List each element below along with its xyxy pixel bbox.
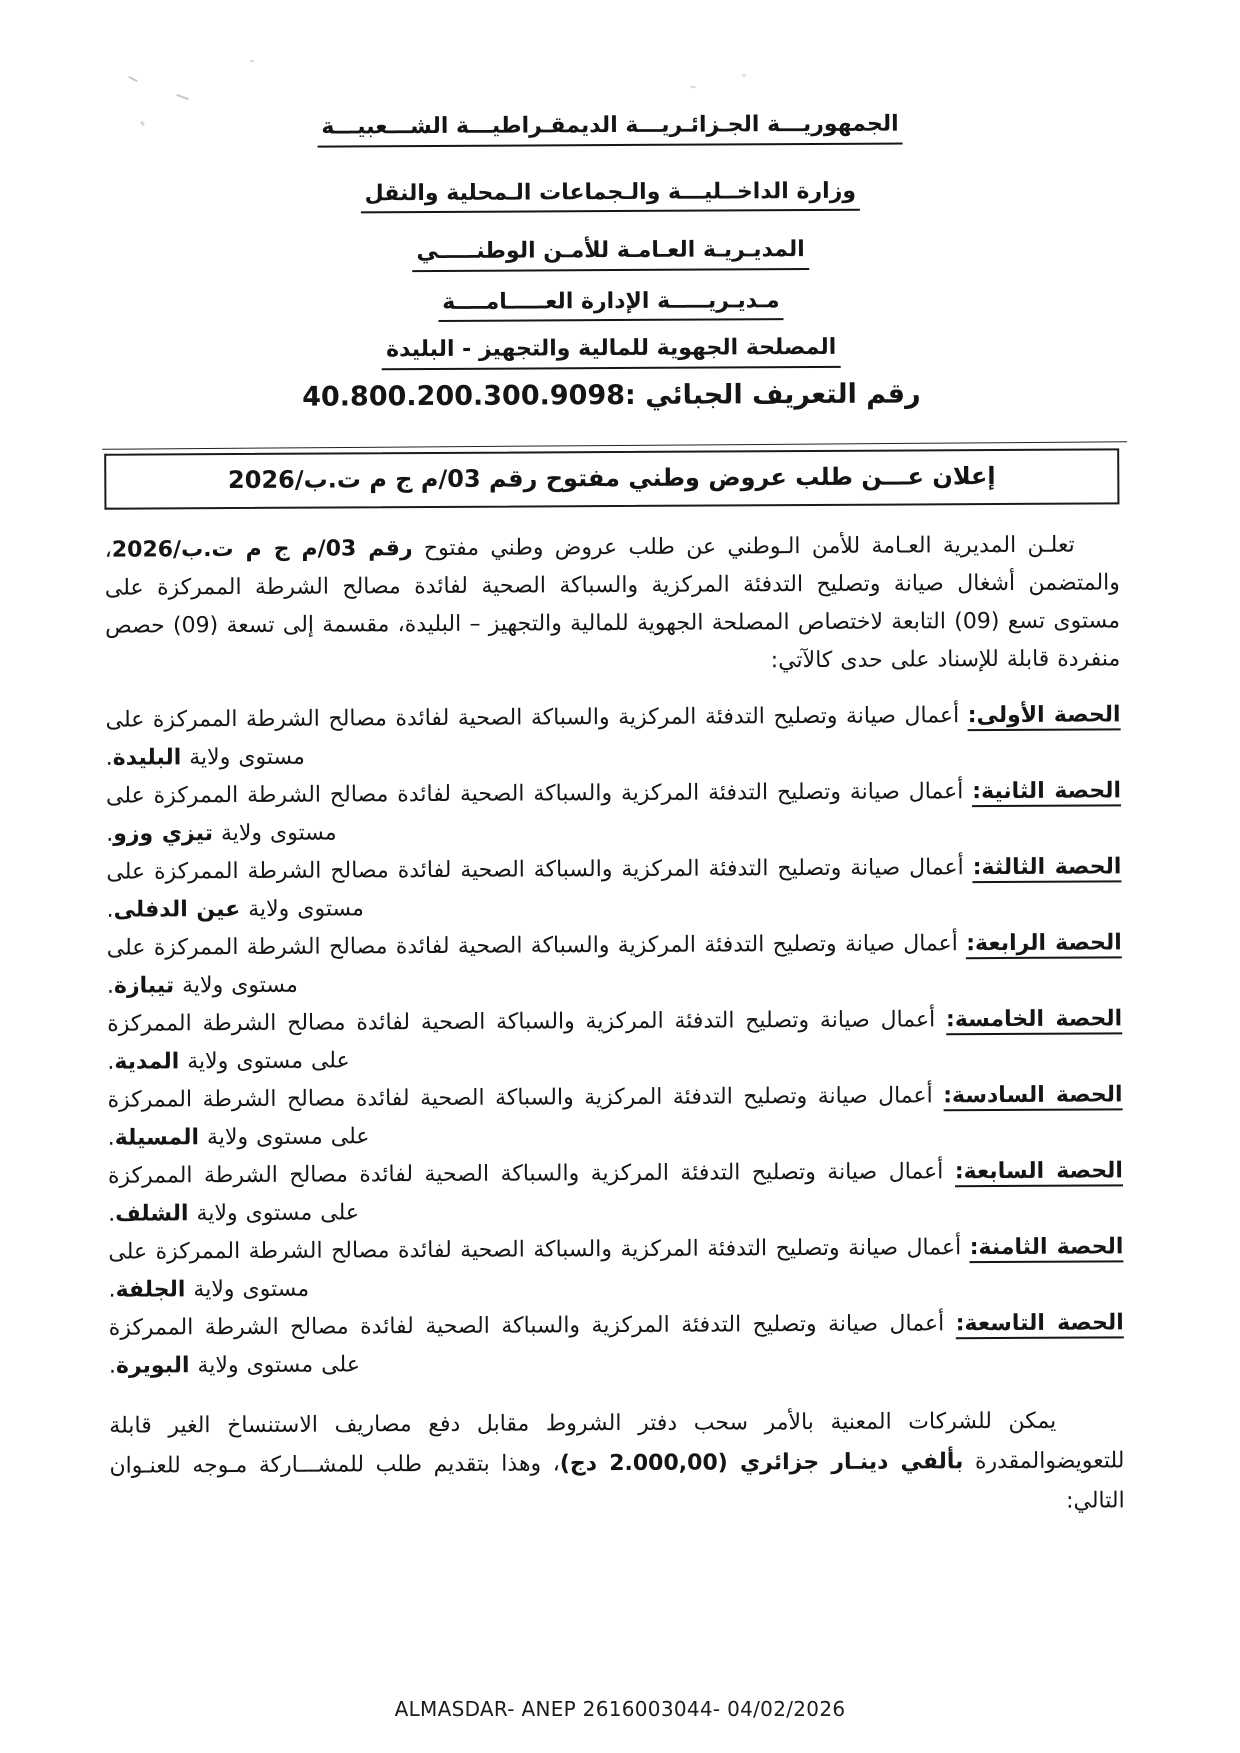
header-line-republic xyxy=(102,109,1117,148)
lot-label: الحصة الرابعة: xyxy=(966,930,1122,959)
lot-label: الحصة الخامسة: xyxy=(946,1006,1122,1035)
notice-title: إعلان عـــن طلب عروض وطني مفتوح رقم 03/م ج م ت.ب/2026 xyxy=(227,461,996,494)
closing-text-1: يمكن للشركات المعنية بالأمر سحب دفتر الشروط مقابل دفع مصاريف الاستنساخ الغير قابلة للتعويضوالمقدرة xyxy=(109,1408,1125,1474)
header-text: وزارة الداخــليـــة والـجماعات الـمحلية والنقل xyxy=(361,177,861,213)
header-text: الجمهوريـــة الجـزائـريـــة الديمقـراطيـــة الشـــعبيـــة xyxy=(317,111,902,148)
lot-period: . xyxy=(108,1353,117,1379)
lot-paragraph xyxy=(106,848,1121,929)
header-text: المديـريـة العـامـة للأمـن الوطنـــــي xyxy=(412,236,809,272)
lot-location: البويرة xyxy=(115,1352,190,1379)
intro-text-2: ، والمتضمن أشغال صيانة وتصليح التدفئة المركزية والسباكة الصحية لفائدة مصالح الشرطة الممركزة على مستوى تسع (09) التابعة لاختصاص المصلحة الجهوية للمالية والتجهيز – البليدة، مقسمة إلى تسعة (09) حصص منفردة قابلة للإسناد على حدى كالآتي: xyxy=(104,537,1121,673)
lot-location: الشلف xyxy=(115,1200,189,1227)
lot-period: . xyxy=(106,897,114,923)
lot-location: الجلفة xyxy=(115,1276,186,1303)
lot-location: تيزي وزو xyxy=(113,820,213,847)
intro-paragraph xyxy=(105,526,1121,683)
lot-paragraph xyxy=(107,1076,1122,1157)
lot-paragraph xyxy=(106,772,1121,853)
closing-paragraph xyxy=(109,1401,1125,1526)
lot-period: . xyxy=(105,745,113,771)
header-line-directorate-general xyxy=(103,234,1118,273)
lot-body-text: أعمال صيانة وتصليح التدفئة المركزية والسباكة الصحية لفائدة مصالح الشرطة الممركزة على مستوى ولاية xyxy=(108,1234,962,1302)
lot-label: الحصة السابعة: xyxy=(955,1158,1123,1187)
lot-label: الحصة الثامنة: xyxy=(970,1234,1124,1263)
fiscal-id-line: رقم التعريف الجبائي :40.800.200.300.9098 xyxy=(302,377,921,413)
lot-paragraph xyxy=(108,1228,1123,1309)
lot-location: عين الدفلى xyxy=(113,896,241,923)
lot-body-text: أعمال صيانة وتصليح التدفئة المركزية والسباكة الصحية لفائدة مصالح الشرطة الممركزة على مستوى ولاية xyxy=(105,702,960,770)
header-text: مـديـريـــــة الإدارة العـــــامــــة xyxy=(438,287,784,322)
lot-paragraph xyxy=(107,1000,1122,1081)
lot-period: . xyxy=(108,1277,116,1303)
tender-reference: رقم 03/م ج م ت.ب/2026 xyxy=(111,535,413,563)
lot-period: . xyxy=(106,973,115,999)
header-line-administration-directorate xyxy=(103,285,1118,324)
lot-period: . xyxy=(107,1049,115,1075)
lot-label: الحصة الثانية: xyxy=(972,778,1121,807)
lot-label: الحصة الثالثة: xyxy=(973,854,1122,883)
lot-paragraph xyxy=(105,696,1120,777)
lot-body-text: أعمال صيانة وتصليح التدفئة المركزية والسباكة الصحية لفائدة مصالح الشرطة الممركزة على مستوى ولاية xyxy=(107,1006,936,1074)
lot-paragraph xyxy=(109,1304,1124,1385)
lot-label: الحصة التاسعة: xyxy=(956,1310,1124,1339)
lot-body-text: أعمال صيانة وتصليح التدفئة المركزية والسباكة الصحية لفائدة مصالح الشرطة الممركزة على مستوى ولاية xyxy=(107,1082,933,1150)
header-line-ministry xyxy=(103,176,1118,215)
lot-period: . xyxy=(106,821,114,847)
lot-body-text: أعمال صيانة وتصليح التدفئة المركزية والسباكة الصحية لفائدة مصالح الشرطة الممركزة على مستوى ولاية xyxy=(108,1310,945,1378)
lot-label: الحصة الأولى: xyxy=(968,702,1121,731)
lot-body-text: أعمال صيانة وتصليح التدفئة المركزية والسباكة الصحية لفائدة مصالح الشرطة الممركزة على مستوى ولاية xyxy=(106,930,958,998)
lot-paragraph xyxy=(107,924,1122,1005)
lot-location: المدية xyxy=(114,1048,180,1075)
header-text: المصلحة الجهوية للمالية والتجهيز - البليدة xyxy=(382,334,840,370)
lot-location: البليدة xyxy=(112,744,182,771)
lot-body-text: أعمال صيانة وتصليح التدفئة المركزية والسباكة الصحية لفائدة مصالح الشرطة الممركزة على مستوى ولاية xyxy=(106,854,964,922)
lot-location: المسيلة xyxy=(114,1124,200,1151)
lot-location: تيبازة xyxy=(113,972,175,999)
closing-text-2: ، وهذا بتقديم طلب للمشـــاركة مـوجه للعنـوان التالي: xyxy=(109,1450,1125,1514)
lot-body-text: أعمال صيانة وتصليح التدفئة المركزية والسباكة الصحية لفائدة مصالح الشرطة الممركزة على مستوى ولاية xyxy=(107,1158,944,1226)
lot-period: . xyxy=(108,1201,116,1227)
lots-list xyxy=(105,696,1124,1385)
lot-period: . xyxy=(107,1125,115,1151)
lot-body-text: أعمال صيانة وتصليح التدفئة المركزية والسباكة الصحية لفائدة مصالح الشرطة الممركزة على مستوى ولاية xyxy=(105,778,964,846)
lot-paragraph xyxy=(108,1152,1123,1233)
intro-text-1: تعلـن المديرية العـامة للأمن الـوطني عن طلب عروض وطني مفتوح xyxy=(412,532,1075,561)
fee-amount: بألفي دينـار جزائري (2.000,00 دج) xyxy=(559,1448,964,1476)
notice-title-box xyxy=(104,448,1119,509)
header-line-regional-service xyxy=(104,332,1119,371)
lot-label: الحصة السادسة: xyxy=(943,1082,1122,1111)
anep-footer-credit: ALMASDAR- ANEP 2616003044- 04/02/2026 xyxy=(394,1697,846,1721)
